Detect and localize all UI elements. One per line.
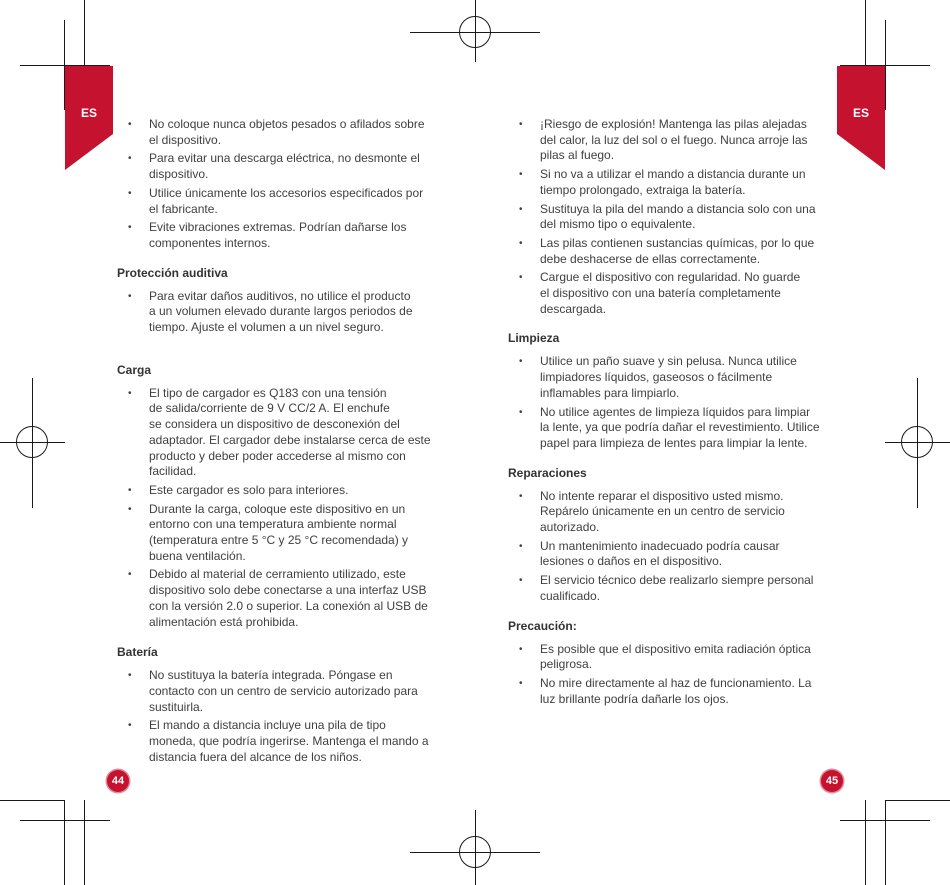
- bullet-list: [508, 642, 833, 708]
- section-heading: Batería: [117, 645, 158, 660]
- list-item: • Evite vibraciones extremas. Podrían dañarse los componentes internos.: [117, 220, 447, 251]
- bullet-list: [117, 668, 447, 765]
- list-item: • No mire directamente al haz de funcionamiento. La luz brillante podría dañarle los ojos.: [508, 676, 833, 707]
- list-item: • El servicio técnico debe realizarlo siempre personal cualificado.: [508, 573, 833, 604]
- list-item: • Sustituya la pila del mando a distancia solo con una del mismo tipo o equivalente.: [508, 202, 833, 233]
- page-number: 44: [107, 770, 129, 792]
- list-item: • Este cargador es solo para interiores.: [117, 483, 447, 499]
- right-column: [508, 117, 833, 710]
- list-item: • Si no va a utilizar el mando a distancia durante un tiempo prolongado, extraiga la batería.: [508, 167, 833, 198]
- section-heading: Precaución:: [508, 618, 577, 633]
- bullet-list: [508, 117, 833, 317]
- list-item: • El tipo de cargador es Q183 con una tensión de salida/corriente de 9 V CC/2 A. El enchufe se considera un dispositivo de desconexión del adaptador. El cargador debe instalarse cerca de este producto y deber poder accederse al mismo con facilidad.: [117, 386, 447, 480]
- language-tab: [65, 66, 113, 170]
- list-item: • No intente reparar el dispositivo usted mismo. Repárelo únicamente en un centro de servicio autorizado.: [508, 489, 833, 536]
- section-heading: Carga: [117, 362, 152, 377]
- section-heading: Protección auditiva: [117, 265, 228, 280]
- list-item: • Para evitar una descarga eléctrica, no desmonte el dispositivo.: [117, 151, 447, 182]
- left-column: [117, 117, 447, 769]
- bullet-list: [117, 289, 447, 336]
- language-tab-label: ES: [852, 106, 869, 120]
- list-item: • Las pilas contienen sustancias químicas, por lo que debe deshacerse de ellas correctamente.: [508, 236, 833, 267]
- list-item: • Para evitar daños auditivos, no utilice el producto a un volumen elevado durante largos periodos de tiempo. Ajuste el volumen a un nivel seguro.: [117, 289, 447, 336]
- page-number: 45: [821, 770, 843, 792]
- bullet-list: [117, 117, 447, 252]
- bullet-list: [508, 489, 833, 605]
- bullet-list: [508, 354, 833, 451]
- list-item: • Un mantenimiento inadecuado podría causar lesiones o daños en el dispositivo.: [508, 539, 833, 570]
- list-item: • No coloque nunca objetos pesados o afilados sobre el dispositivo.: [117, 117, 447, 148]
- language-tab: [837, 66, 885, 170]
- list-item: • No utilice agentes de limpieza líquidos para limpiar la lente, ya que podría dañar el revestimiento. Utilice papel para limpieza de lentes para limpiar la lente.: [508, 405, 833, 452]
- right-page: [475, 0, 950, 885]
- list-item: • Cargue el dispositivo con regularidad. No guarde el dispositivo con una batería completamente descargada.: [508, 270, 833, 317]
- language-tab-label: ES: [80, 106, 97, 120]
- list-item: • ¡Riesgo de explosión! Mantenga las pilas alejadas del calor, la luz del sol o el fuego. Nunca arroje las pilas al fuego.: [508, 117, 833, 164]
- list-item: • Utilice únicamente los accesorios especificados por el fabricante.: [117, 186, 447, 217]
- list-item: • Utilice un paño suave y sin pelusa. Nunca utilice limpiadores líquidos, gaseosos o fácilmente inflamables para limpiarlo.: [508, 354, 833, 401]
- list-item: • El mando a distancia incluye una pila de tipo moneda, que podría ingerirse. Mantenga el mando a distancia fuera del alcance de los niños.: [117, 718, 447, 765]
- list-item: • No sustituya la batería integrada. Póngase en contacto con un centro de servicio autorizado para sustituirla.: [117, 668, 447, 715]
- section-heading: Reparaciones: [508, 465, 587, 480]
- bullet-list: [117, 386, 447, 631]
- section-heading: Limpieza: [508, 331, 560, 346]
- list-item: • Es posible que el dispositivo emita radiación óptica peligrosa.: [508, 642, 833, 673]
- list-item: • Durante la carga, coloque este dispositivo en un entorno con una temperatura ambiente normal (temperatura entre 5 °C y 25 °C recomendada) y buena ventilación.: [117, 502, 447, 565]
- list-item: • Debido al material de cerramiento utilizado, este dispositivo solo debe conectarse a una interfaz USB con la versión 2.0 o superior. La conexión al USB de alimentación está prohibida.: [117, 567, 447, 630]
